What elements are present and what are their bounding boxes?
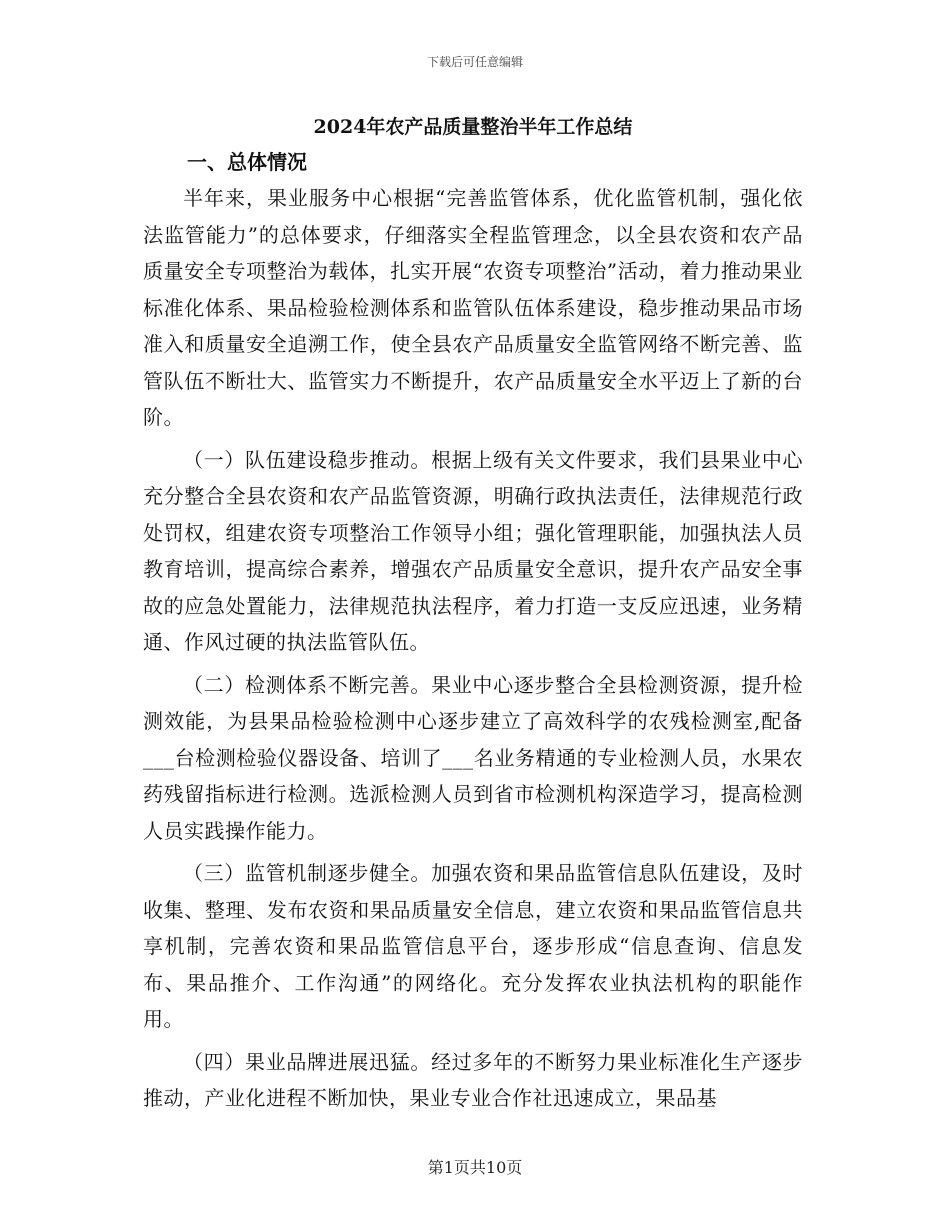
paragraph-testing-system: （二）检测体系不断完善。果业中心逐步整合全县检测资源，提升检测效能，为县果品检验检测中心逐步建立了高效科学的农残检测室,配备___台检测检验仪器设备、培训了___名业务精通的专业检测人员，水果农药残留指标进行检测。选派检测人员到省市检测机构深造学习，提高检测人员实践操作能力。 [143, 672, 803, 843]
paragraph-brand-development: （四）果业品牌进展迅猛。经过多年的不断努力果业标准化生产逐步推动，产业化进程不断加快，果业专业合作社迅速成立，果品基 [143, 1049, 803, 1110]
paragraph-overview: 半年来，果业服务中心根据“完善监管体系，优化监管机制，强化依法监管能力”的总体要求，仔细落实全程监管理念，以全县农资和农产品质量安全专项整治为载体，扎实开展“农资专项整治”活动，着力推动果业标准化体系、果品检验检测体系和监管队伍体系建设，稳步推动果品市场准入和质量安全追溯工作，使全县农产品质量安全监管网络不断完善、监管队伍不断壮大、监管实力不断提升，农产品质量安全水平迈上了新的台阶。 [143, 186, 803, 429]
paragraph-team-building: （一）队伍建设稳步推动。根据上级有关文件要求，我们县果业中心充分整合全县农资和农产品监管资源，明确行政执法责任，法律规范行政处罚权，组建农资专项整治工作领导小组；强化管理职能，加强执法人员教育培训，提高综合素养，增强农产品质量安全意识，提升农产品安全事故的应急处置能力，法律规范执法程序，着力打造一支反应迅速，业务精通、作风过硬的执法监管队伍。 [143, 447, 803, 654]
page-header-note: 下载后可任意编辑 [426, 55, 523, 69]
document-title: 2024年农产品质量整治半年工作总结 [313, 116, 633, 138]
paragraph-supervision-mechanism: （三）监管机制逐步健全。加强农资和果品监管信息队伍建设，及时收集、整理、发布农资和果品质量安全信息，建立农资和果品监管信息共享机制，完善农资和果品监管信息平台，逐步形成“信息查询、信息发布、果品推介、工作沟通”的网络化。充分发挥农业执法机构的职能作用。 [143, 861, 803, 1031]
section-heading: 一、总体情况 [187, 150, 307, 174]
page-number: 第1页共10页 [427, 1158, 523, 1177]
document-body [143, 110, 803, 1123]
